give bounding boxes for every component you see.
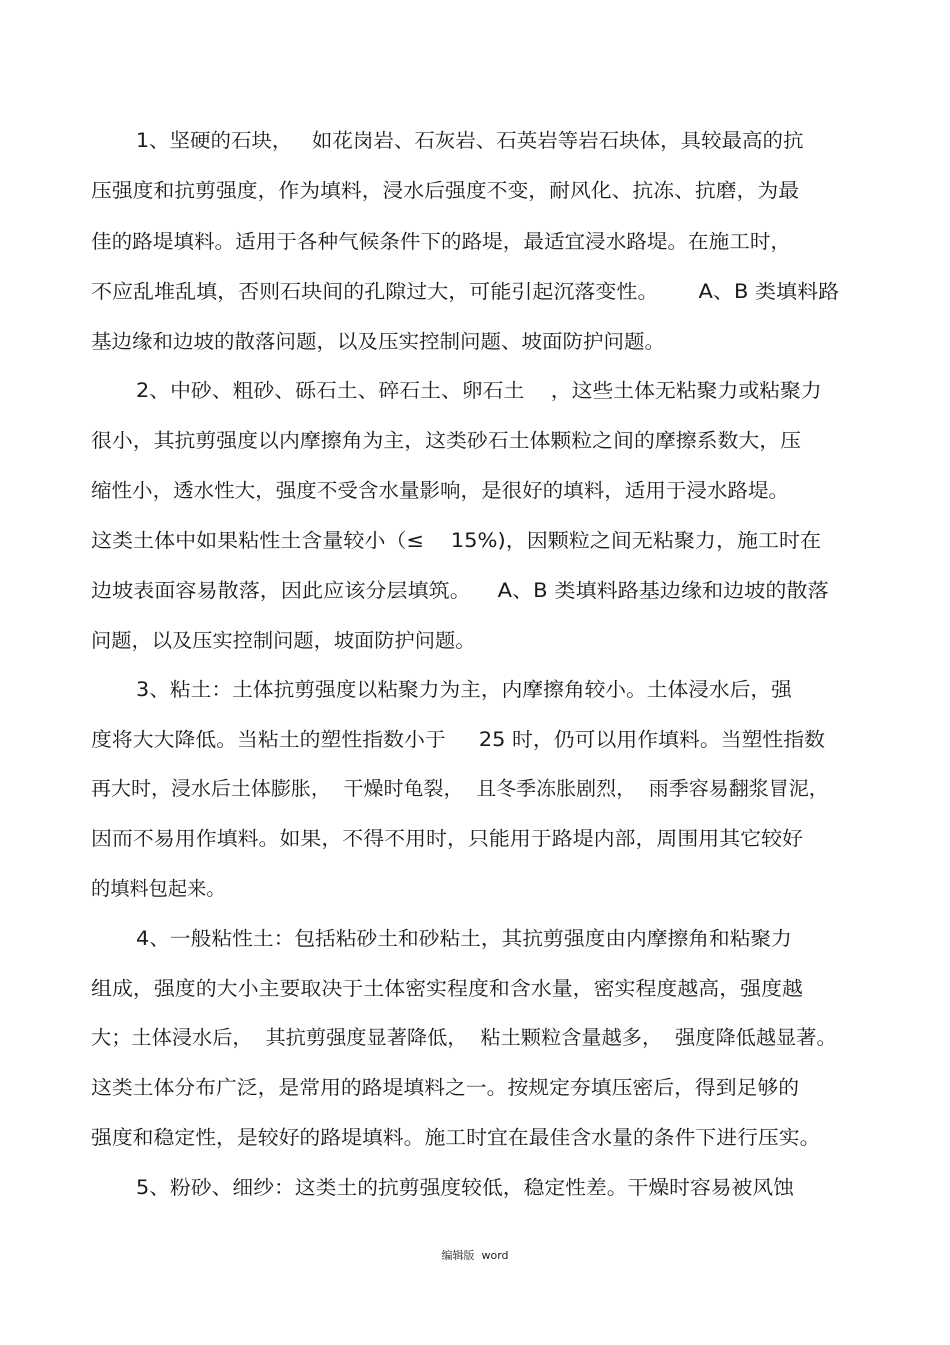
text-line: 1、坚硬的石块， 如花岗岩、石灰岩、石英岩等岩石块体，具较最高的抗: [136, 129, 804, 152]
text-line: 佳的路堤填料。适用于各种气候条件下的路堤，最适宜浸水路堤。在施工时，: [91, 230, 792, 253]
text-line: 这类土体中如果粘性土含量较小（≤ 15%)，因颗粒之间无粘聚力，施工时在: [91, 529, 822, 552]
text-line: 压强度和抗剪强度，作为填料，浸水后强度不变，耐风化、抗冻、抗磨，为最: [91, 179, 800, 202]
text-line: 5、粉砂、细纱：这类土的抗剪强度较低，稳定性差。干燥时容易被风蚀: [136, 1176, 794, 1199]
text-line: 边坡表面容易散落，因此应该分层填筑。 A、B 类填料路基边缘和边坡的散落: [91, 579, 829, 602]
text-line: 基边缘和边坡的散落问题，以及压实控制问题、坡面防护问题。: [91, 330, 666, 353]
text-line: 缩性小，透水性大，强度不受含水量影响，是很好的填料，适用于浸水路堤。: [91, 479, 790, 502]
text-line: 3、粘土：土体抗剪强度以粘聚力为主，内摩擦角较小。土体浸水后，强: [136, 678, 792, 701]
text-line: 组成，强度的大小主要取决于土体密实程度和含水量，密实程度越高，强度越: [91, 977, 804, 1000]
text-line: 强度和稳定性，是较好的路堤填料。施工时宜在最佳含水量的条件下进行压实。: [91, 1126, 821, 1149]
text-line: 这类土体分布广泛，是常用的路堤填料之一。按规定夯填压密后，得到足够的: [91, 1076, 800, 1099]
text-line: 不应乱堆乱填，否则石块间的孔隙过大，可能引起沉落变性。 A、B 类填料路: [91, 280, 840, 303]
text-line: 4、一般粘性土：包括粘砂土和砂粘土，其抗剪强度由内摩擦角和粘聚力: [136, 927, 792, 950]
text-line: 度将大大降低。当粘土的塑性指数小于 25 时，仍可以用作填料。当塑性指数: [91, 728, 826, 751]
text-line: 2、中砂、粗砂、砾石土、碎石土、卵石土 ，这些土体无粘聚力或粘聚力: [136, 379, 822, 402]
text-line: 大；土体浸水后， 其抗剪强度显著降低， 粘土颗粒含量越多， 强度降低越显著。: [91, 1026, 837, 1049]
text-line: 的填料包起来。: [91, 877, 226, 900]
text-line: 再大时，浸水后土体膨胀， 干燥时龟裂， 且冬季冻胀剧烈， 雨季容易翻浆冒泥，: [91, 777, 829, 800]
text-line: 很小，其抗剪强度以内摩擦角为主，这类砂石土体颗粒之间的摩擦系数大，压: [91, 429, 802, 452]
text-line: 因而不易用作填料。如果，不得不用时，只能用于路堤内部，周围用其它较好: [91, 827, 804, 850]
page-footer: 编辑版 word: [441, 1249, 509, 1262]
text-line: 问题，以及压实控制问题，坡面防护问题。: [91, 629, 476, 652]
